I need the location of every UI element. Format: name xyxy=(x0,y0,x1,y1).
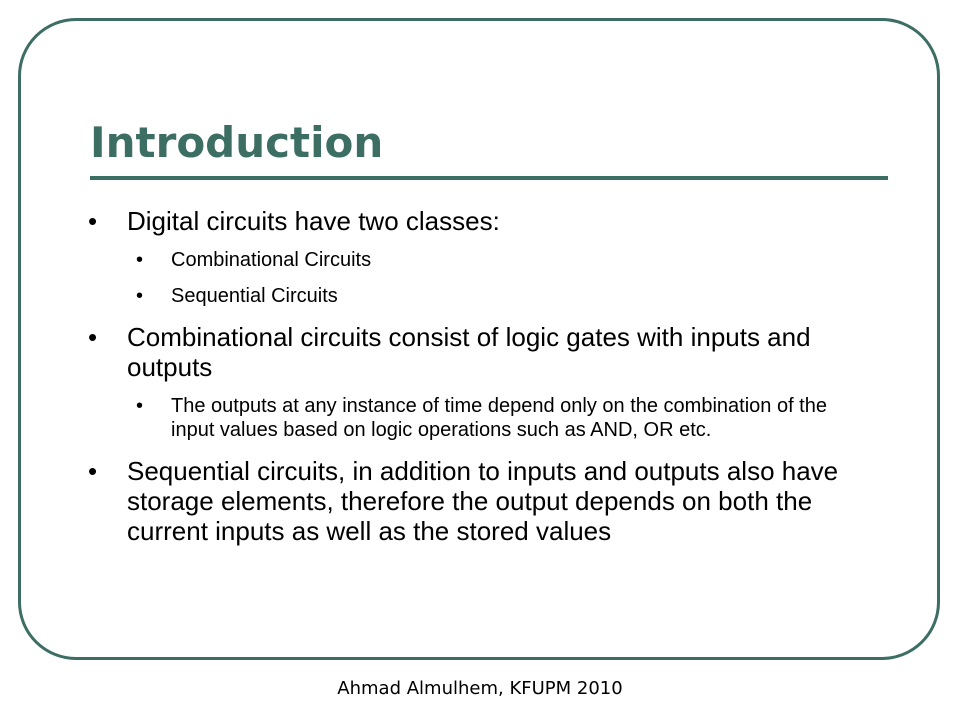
bullet-icon: • xyxy=(136,285,144,307)
sub-bullet-item xyxy=(88,394,858,442)
sub-bullet-item xyxy=(88,284,858,308)
sub-bullet-text: The outputs at any instance of time depend only on the combination of the input values based on logic operations such as AND, OR etc. xyxy=(171,395,827,441)
title-underline xyxy=(90,176,888,180)
bullet-item xyxy=(88,322,858,382)
slide-footer: Ahmad Almulhem, KFUPM 2010 xyxy=(337,678,623,699)
bullet-icon: • xyxy=(136,249,144,271)
bullet-text: Digital circuits have two classes: xyxy=(127,206,500,236)
slide-title: Introduction xyxy=(90,118,384,167)
bullet-text: Combinational circuits consist of logic gates with inputs and outputs xyxy=(127,322,811,382)
bullet-item xyxy=(88,206,858,236)
bullet-icon: • xyxy=(88,206,98,236)
bullet-item xyxy=(88,456,858,546)
bullet-icon: • xyxy=(88,322,98,352)
bullet-icon: • xyxy=(136,395,144,417)
bullet-icon: • xyxy=(88,456,98,486)
sub-bullet-text: Sequential Circuits xyxy=(171,285,338,307)
slide-body xyxy=(88,200,858,546)
bullet-text: Sequential circuits, in addition to inputs and outputs also have storage elements, therefore the output depends on both the current inputs as well as the stored values xyxy=(127,456,839,546)
sub-bullet-item xyxy=(88,248,858,272)
sub-bullet-text: Combinational Circuits xyxy=(171,249,372,271)
